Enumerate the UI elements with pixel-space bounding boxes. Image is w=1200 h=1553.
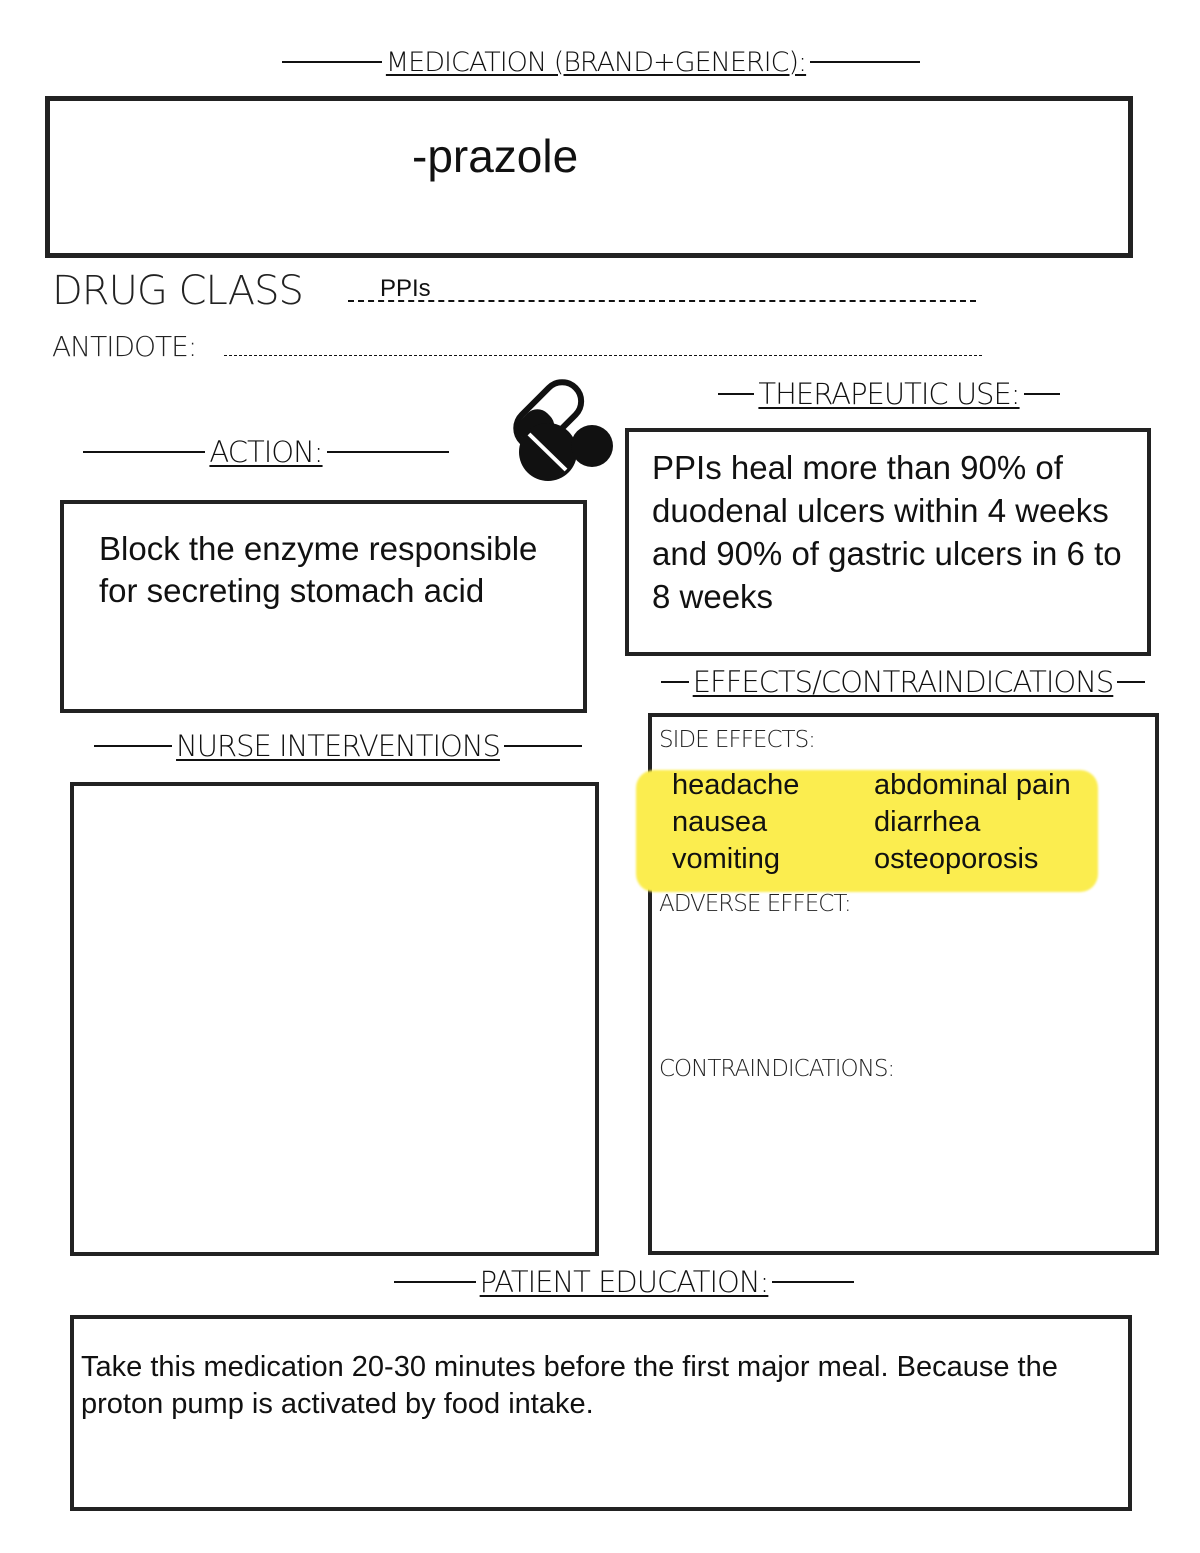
patient-education-box [70,1315,1132,1511]
medication-header [240,42,962,82]
therapeutic-use-header-label: THERAPEUTIC USE: [758,377,1020,411]
adverse-effect-label: ADVERSE EFFECT: [659,891,851,917]
action-box [60,500,587,713]
nurse-box [70,782,599,1256]
nurse-header [72,726,604,766]
action-text: Block the enzyme responsible for secreting stomach acid [99,530,538,609]
drug-class-line [348,300,976,302]
drug-class-value: PPIs [380,275,431,302]
effects-box [648,713,1159,1255]
medication-box [45,96,1133,258]
effects-header [622,662,1184,702]
patient-education-header [372,1262,876,1302]
nurse-header-label: NURSE INTERVENTIONS [176,729,500,763]
side-effect-item: headache [672,769,800,801]
side-effects-label: SIDE EFFECTS: [659,727,815,753]
patient-education-header-label: PATIENT EDUCATION: [479,1265,769,1299]
contraindications-label: CONTRAINDICATIONS: [659,1056,895,1082]
side-effect-item: nausea [672,806,768,838]
drug-class-label: DRUG CLASS [52,268,303,314]
therapeutic-use-header [694,374,1084,414]
antidote-line [224,355,982,356]
medication-value: -prazole [412,130,579,182]
side-effect-item: abdominal pain [874,769,1071,801]
pill-capsule-icon [508,374,614,484]
side-effect-item: vomiting [672,843,780,875]
therapeutic-use-text: PPIs heal more than 90% of duodenal ulcers within 4 weeks and 90% of gastric ulcers in 6 to 8 weeks [652,449,1122,615]
effects-header-label: EFFECTS/CONTRAINDICATIONS [692,665,1114,699]
action-header-label: ACTION: [209,435,323,469]
side-effect-item: osteoporosis [874,843,1039,875]
medication-header-label: MEDICATION (BRAND+GENERIC): [385,46,807,78]
patient-education-text: Take this medication 20-30 minutes before the first major meal. Because the proton pump is activated by food intake. [81,1351,1058,1420]
side-effect-item: diarrhea [874,806,981,838]
action-header [72,432,460,472]
antidote-label: ANTIDOTE: [52,330,197,363]
therapeutic-use-box [625,428,1151,656]
